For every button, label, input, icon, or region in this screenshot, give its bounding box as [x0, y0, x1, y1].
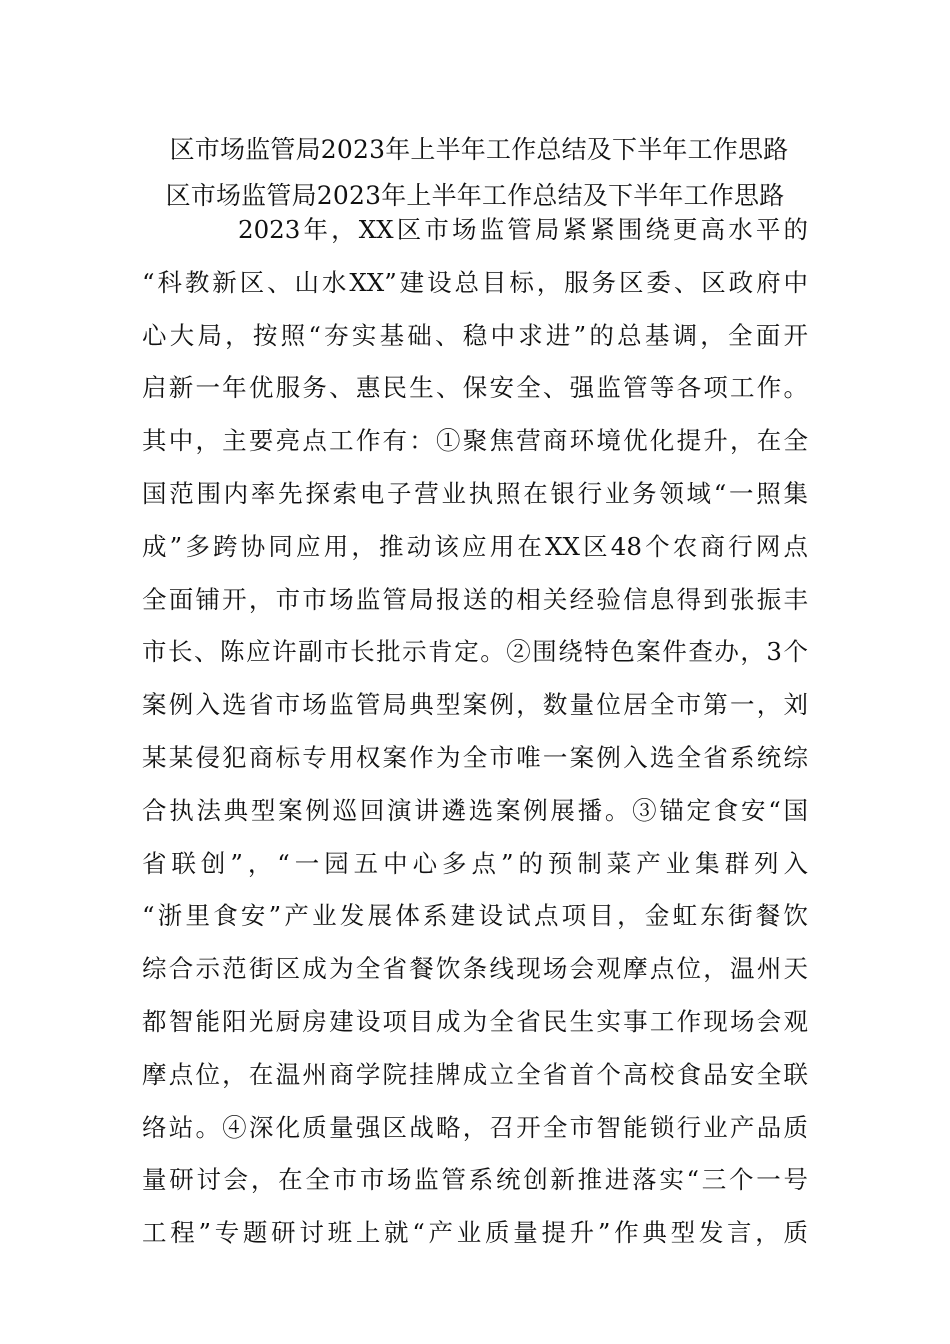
- document-title: 区市场监管局2023年上半年工作总结及下半年工作思路: [169, 135, 789, 164]
- body-line: 络站。④深化质量强区战略，召开全市智能锁行业产品质: [142, 1112, 808, 1142]
- body-line: 市长、陈应许副市长批示肯定。②围绕特色案件查办，3个: [142, 637, 808, 667]
- body-line: “浙里食安”产业发展体系建设试点项目，金虹东街餐饮: [142, 901, 808, 931]
- body-line: 省联创”，“一园五中心多点”的预制菜产业集群列入: [142, 848, 808, 878]
- body-line: 启新一年优服务、惠民生、保安全、强监管等各项工作。: [142, 373, 808, 403]
- body-line: 都智能阳光厨房建设项目成为全省民生实事工作现场会观: [142, 1006, 808, 1036]
- body-line: 成”多跨协同应用，推动该应用在XX区48个农商行网点: [142, 531, 808, 561]
- body-line: 某某侵犯商标专用权案作为全市唯一案例入选全省系统综: [142, 742, 808, 772]
- body-line: 全面铺开，市市场监管局报送的相关经验信息得到张振丰: [142, 584, 808, 614]
- body-line: 工程”专题研讨班上就“产业质量提升”作典型发言，质: [142, 1218, 808, 1248]
- body-line: 综合示范街区成为全省餐饮条线现场会观摩点位，温州天: [142, 954, 808, 984]
- body-line: 量研讨会，在全市市场监管系统创新推进落实“三个一号: [142, 1165, 808, 1195]
- document-body: [142, 204, 808, 1260]
- body-line: “科教新区、山水XX”建设总目标，服务区委、区政府中: [142, 267, 808, 297]
- body-line: 合执法典型案例巡回演讲遴选案例展播。③锚定食安“国: [142, 795, 808, 825]
- document-title-repeat: 区市场监管局2023年上半年工作总结及下半年工作思路: [165, 181, 785, 210]
- body-line: 国范围内率先探索电子营业执照在银行业务领域“一照集: [142, 478, 808, 508]
- body-line: 其中，主要亮点工作有：①聚焦营商环境优化提升，在全: [142, 426, 808, 456]
- body-line: 案例入选省市场监管局典型案例，数量位居全市第一，刘: [142, 690, 808, 720]
- body-line: 心大局，按照“夯实基础、稳中求进”的总基调，全面开: [142, 320, 808, 350]
- body-line: 摩点位，在温州商学院挂牌成立全省首个高校食品安全联: [142, 1059, 808, 1089]
- body-line: 2023年，XX区市场监管局紧紧围绕更高水平的: [238, 215, 808, 244]
